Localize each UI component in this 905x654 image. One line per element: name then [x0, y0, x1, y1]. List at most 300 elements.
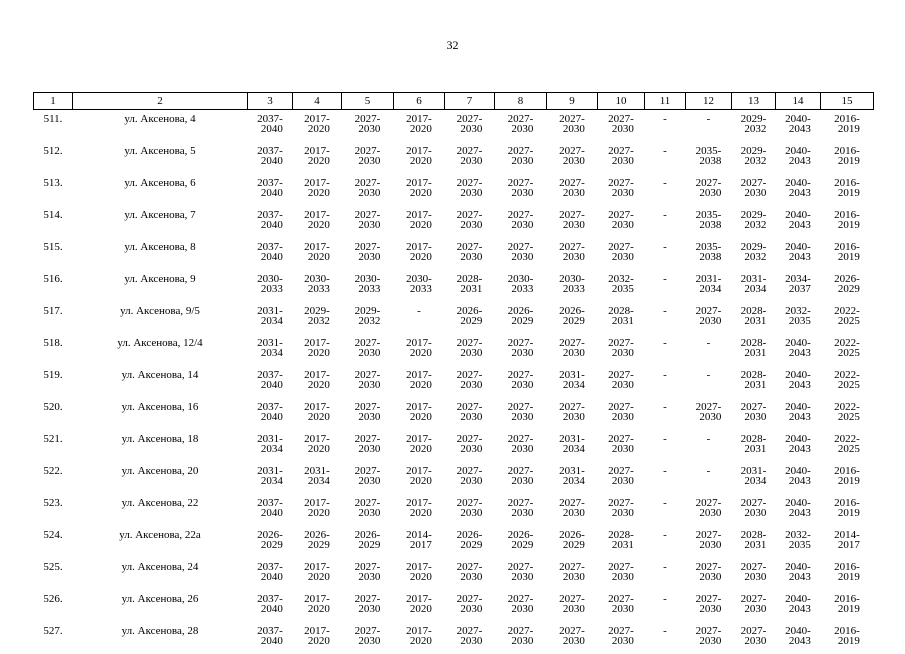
period-value: 2017- 2020	[304, 626, 330, 646]
period-value: 2027- 2030	[355, 402, 381, 422]
period-value: 2029- 2032	[741, 210, 767, 230]
period-value: 2027- 2030	[608, 594, 634, 614]
period-value: 2027- 2030	[355, 114, 381, 134]
period-cell	[445, 398, 495, 430]
period-cell	[547, 366, 598, 398]
period-value: 2027- 2030	[508, 562, 534, 582]
period-value: 2028- 2031	[741, 530, 767, 550]
period-value: 2027- 2030	[355, 466, 381, 486]
period-cell	[598, 334, 645, 366]
period-cell	[732, 462, 776, 494]
period-value: 2040- 2043	[785, 146, 811, 166]
period-cell	[821, 366, 874, 398]
period-cell	[686, 142, 732, 174]
period-value: 2031- 2034	[696, 274, 722, 294]
period-cell	[342, 206, 394, 238]
period-cell	[547, 494, 598, 526]
period-value: 2030- 2033	[508, 274, 534, 294]
column-header-15: 15	[821, 93, 874, 110]
period-cell	[394, 142, 445, 174]
period-cell	[821, 174, 874, 206]
period-cell	[445, 238, 495, 270]
period-value: 2014- 2017	[834, 530, 860, 550]
table-row	[34, 206, 874, 238]
period-cell	[821, 302, 874, 334]
period-cell	[547, 270, 598, 302]
period-value: 2029- 2032	[741, 146, 767, 166]
period-value: 2027- 2030	[608, 626, 634, 646]
period-value: 2037- 2040	[257, 370, 283, 390]
period-cell	[598, 206, 645, 238]
column-header-6: 6	[394, 93, 445, 110]
period-cell	[547, 398, 598, 430]
period-value: 2017- 2020	[406, 210, 432, 230]
period-cell	[342, 334, 394, 366]
period-value: 2028- 2031	[741, 434, 767, 454]
period-cell	[248, 430, 293, 462]
period-value: -	[663, 594, 667, 604]
address-cell: ул. Аксенова, 22	[73, 494, 248, 526]
table-row	[34, 334, 874, 366]
period-value: 2022- 2025	[834, 402, 860, 422]
period-cell	[645, 302, 686, 334]
period-value: 2029- 2032	[355, 306, 381, 326]
period-cell	[547, 206, 598, 238]
period-cell	[645, 366, 686, 398]
period-cell	[645, 622, 686, 654]
period-cell	[821, 494, 874, 526]
period-value: 2031- 2034	[559, 370, 585, 390]
period-cell	[293, 494, 342, 526]
period-cell	[776, 590, 821, 622]
period-cell	[342, 302, 394, 334]
period-value: 2022- 2025	[834, 370, 860, 390]
period-cell	[394, 238, 445, 270]
period-value: 2027- 2030	[559, 242, 585, 262]
period-value: 2027- 2030	[355, 210, 381, 230]
period-cell	[293, 590, 342, 622]
period-value: -	[663, 498, 667, 508]
table-row	[34, 430, 874, 462]
period-cell	[495, 302, 547, 334]
period-value: 2030- 2033	[355, 274, 381, 294]
period-value: 2027- 2030	[355, 434, 381, 454]
period-cell	[445, 622, 495, 654]
table-row	[34, 622, 874, 654]
period-cell	[495, 174, 547, 206]
period-cell	[821, 206, 874, 238]
period-value: 2027- 2030	[608, 434, 634, 454]
period-value: 2031- 2034	[741, 274, 767, 294]
period-cell	[821, 430, 874, 462]
period-cell	[598, 142, 645, 174]
period-cell	[686, 270, 732, 302]
period-cell	[293, 270, 342, 302]
period-cell	[342, 142, 394, 174]
period-cell	[686, 334, 732, 366]
period-cell	[394, 174, 445, 206]
period-value: 2017- 2020	[406, 594, 432, 614]
period-cell	[248, 526, 293, 558]
period-value: 2017- 2020	[304, 370, 330, 390]
period-value: -	[707, 434, 711, 444]
period-value: 2017- 2020	[304, 146, 330, 166]
period-value: 2027- 2030	[355, 370, 381, 390]
table-body	[34, 110, 874, 654]
address-cell: ул. Аксенова, 6	[73, 174, 248, 206]
period-value: 2027- 2030	[696, 178, 722, 198]
period-value: 2017- 2020	[304, 402, 330, 422]
period-cell	[776, 270, 821, 302]
row-number: 511.	[34, 110, 73, 143]
period-value: -	[663, 338, 667, 348]
period-value: 2027- 2030	[457, 402, 483, 422]
period-value: 2022- 2025	[834, 338, 860, 358]
period-value: 2026- 2029	[508, 306, 534, 326]
table-row	[34, 238, 874, 270]
period-cell	[821, 334, 874, 366]
period-cell	[547, 174, 598, 206]
period-cell	[495, 110, 547, 143]
period-value: -	[663, 562, 667, 572]
period-cell	[598, 622, 645, 654]
period-value: 2022- 2025	[834, 434, 860, 454]
period-value: 2027- 2030	[457, 146, 483, 166]
period-cell	[248, 334, 293, 366]
period-cell	[776, 430, 821, 462]
period-cell	[547, 302, 598, 334]
period-cell	[248, 270, 293, 302]
period-value: 2022- 2025	[834, 306, 860, 326]
period-value: -	[663, 274, 667, 284]
period-cell	[732, 238, 776, 270]
period-value: 2027- 2030	[608, 178, 634, 198]
period-value: 2031- 2034	[304, 466, 330, 486]
period-value: 2037- 2040	[257, 210, 283, 230]
row-number: 517.	[34, 302, 73, 334]
period-cell	[394, 270, 445, 302]
period-cell	[645, 430, 686, 462]
period-value: 2027- 2030	[696, 594, 722, 614]
period-value: 2037- 2040	[257, 178, 283, 198]
period-cell	[445, 142, 495, 174]
table-header	[34, 93, 874, 110]
table-row	[34, 462, 874, 494]
period-value: 2037- 2040	[257, 114, 283, 134]
period-value: 2029- 2032	[741, 114, 767, 134]
column-header-14: 14	[776, 93, 821, 110]
period-cell	[776, 334, 821, 366]
table-row	[34, 270, 874, 302]
period-value: 2030- 2033	[257, 274, 283, 294]
period-cell	[645, 206, 686, 238]
period-value: 2040- 2043	[785, 210, 811, 230]
period-value: 2040- 2043	[785, 370, 811, 390]
period-value: 2027- 2030	[741, 178, 767, 198]
period-value: 2027- 2030	[355, 338, 381, 358]
row-number: 518.	[34, 334, 73, 366]
period-cell	[645, 398, 686, 430]
period-value: -	[663, 530, 667, 540]
column-header-1: 1	[34, 93, 73, 110]
period-value: 2027- 2030	[608, 402, 634, 422]
period-cell	[686, 206, 732, 238]
period-value: 2027- 2030	[559, 114, 585, 134]
period-value: -	[663, 306, 667, 316]
period-cell	[776, 398, 821, 430]
period-cell	[686, 590, 732, 622]
period-value: 2027- 2030	[508, 594, 534, 614]
period-value: 2029- 2032	[741, 242, 767, 262]
period-value: 2037- 2040	[257, 562, 283, 582]
address-cell: ул. Аксенова, 9	[73, 270, 248, 302]
period-value: 2026- 2029	[834, 274, 860, 294]
period-cell	[495, 590, 547, 622]
period-cell	[598, 174, 645, 206]
period-value: 2035- 2038	[696, 242, 722, 262]
period-cell	[342, 174, 394, 206]
row-number: 521.	[34, 430, 73, 462]
period-value: 2027- 2030	[696, 306, 722, 326]
period-cell	[293, 526, 342, 558]
period-cell	[248, 622, 293, 654]
period-value: 2027- 2030	[355, 146, 381, 166]
period-value: -	[663, 626, 667, 636]
period-cell	[645, 462, 686, 494]
period-cell	[598, 302, 645, 334]
period-value: 2037- 2040	[257, 146, 283, 166]
address-cell: ул. Аксенова, 20	[73, 462, 248, 494]
period-value: 2017- 2020	[304, 210, 330, 230]
period-cell	[445, 558, 495, 590]
period-value: 2027- 2030	[508, 338, 534, 358]
row-number: 514.	[34, 206, 73, 238]
period-value: 2027- 2030	[355, 594, 381, 614]
period-cell	[732, 142, 776, 174]
period-cell	[732, 366, 776, 398]
period-cell	[342, 526, 394, 558]
period-value: 2040- 2043	[785, 242, 811, 262]
period-value: -	[663, 178, 667, 188]
period-value: 2027- 2030	[508, 242, 534, 262]
address-cell: ул. Аксенова, 9/5	[73, 302, 248, 334]
period-value: 2027- 2030	[559, 210, 585, 230]
period-cell	[732, 174, 776, 206]
period-cell	[495, 366, 547, 398]
period-cell	[821, 270, 874, 302]
table-row	[34, 142, 874, 174]
period-value: 2040- 2043	[785, 114, 811, 134]
period-cell	[686, 622, 732, 654]
period-cell	[547, 526, 598, 558]
period-value: 2027- 2030	[355, 242, 381, 262]
period-cell	[445, 302, 495, 334]
column-header-2: 2	[73, 93, 248, 110]
period-value: 2027- 2030	[457, 562, 483, 582]
period-value: 2016- 2019	[834, 114, 860, 134]
period-value: 2028- 2031	[741, 370, 767, 390]
period-value: 2027- 2030	[696, 498, 722, 518]
period-value: -	[663, 210, 667, 220]
period-cell	[732, 206, 776, 238]
period-cell	[342, 398, 394, 430]
period-value: 2027- 2030	[457, 178, 483, 198]
column-header-3: 3	[248, 93, 293, 110]
period-cell	[342, 270, 394, 302]
column-header-5: 5	[342, 93, 394, 110]
period-value: 2017- 2020	[406, 242, 432, 262]
period-value: 2026- 2029	[304, 530, 330, 550]
period-cell	[686, 558, 732, 590]
period-value: 2030- 2033	[304, 274, 330, 294]
period-cell	[342, 430, 394, 462]
address-cell: ул. Аксенова, 8	[73, 238, 248, 270]
period-value: 2028- 2031	[741, 306, 767, 326]
period-cell	[547, 462, 598, 494]
period-value: 2027- 2030	[559, 562, 585, 582]
table-row	[34, 302, 874, 334]
row-number: 524.	[34, 526, 73, 558]
period-value: 2017- 2020	[304, 594, 330, 614]
period-cell	[445, 590, 495, 622]
period-cell	[342, 110, 394, 143]
period-cell	[394, 590, 445, 622]
period-value: 2017- 2020	[304, 434, 330, 454]
period-value: 2027- 2030	[457, 466, 483, 486]
period-value: 2027- 2030	[608, 370, 634, 390]
period-cell	[394, 206, 445, 238]
period-value: 2027- 2030	[608, 498, 634, 518]
period-cell	[445, 462, 495, 494]
period-value: 2026- 2029	[457, 306, 483, 326]
period-cell	[445, 334, 495, 366]
period-cell	[248, 238, 293, 270]
period-cell	[821, 398, 874, 430]
period-cell	[342, 622, 394, 654]
period-value: 2031- 2034	[741, 466, 767, 486]
column-header-7: 7	[445, 93, 495, 110]
period-value: 2027- 2030	[508, 402, 534, 422]
period-cell	[394, 462, 445, 494]
period-cell	[342, 238, 394, 270]
period-value: 2026- 2029	[457, 530, 483, 550]
period-cell	[686, 366, 732, 398]
period-cell	[495, 206, 547, 238]
period-value: 2040- 2043	[785, 178, 811, 198]
period-cell	[248, 462, 293, 494]
period-value: 2027- 2030	[457, 626, 483, 646]
row-number: 522.	[34, 462, 73, 494]
period-value: 2032- 2035	[785, 306, 811, 326]
period-cell	[821, 462, 874, 494]
period-cell	[732, 110, 776, 143]
period-cell	[445, 430, 495, 462]
period-cell	[342, 462, 394, 494]
period-cell	[547, 430, 598, 462]
period-value: -	[707, 338, 711, 348]
period-cell	[445, 174, 495, 206]
period-value: 2027- 2030	[355, 626, 381, 646]
period-value: 2016- 2019	[834, 498, 860, 518]
period-value: -	[663, 434, 667, 444]
period-cell	[686, 526, 732, 558]
period-cell	[495, 398, 547, 430]
period-value: 2027- 2030	[559, 498, 585, 518]
column-header-8: 8	[495, 93, 547, 110]
period-cell	[686, 462, 732, 494]
column-header-12: 12	[686, 93, 732, 110]
row-number: 520.	[34, 398, 73, 430]
period-cell	[248, 110, 293, 143]
period-cell	[495, 334, 547, 366]
period-cell	[547, 590, 598, 622]
period-cell	[598, 110, 645, 143]
period-cell	[293, 430, 342, 462]
period-cell	[495, 494, 547, 526]
address-cell: ул. Аксенова, 16	[73, 398, 248, 430]
period-value: 2037- 2040	[257, 594, 283, 614]
period-value: -	[663, 370, 667, 380]
period-value: 2026- 2029	[257, 530, 283, 550]
address-cell: ул. Аксенова, 24	[73, 558, 248, 590]
period-value: 2031- 2034	[559, 466, 585, 486]
period-value: 2027- 2030	[508, 114, 534, 134]
period-cell	[598, 558, 645, 590]
period-value: 2017- 2020	[406, 434, 432, 454]
period-cell	[645, 590, 686, 622]
address-cell: ул. Аксенова, 4	[73, 110, 248, 143]
period-value: 2031- 2034	[257, 306, 283, 326]
period-value: 2026- 2029	[508, 530, 534, 550]
period-cell	[248, 206, 293, 238]
period-cell	[495, 142, 547, 174]
period-cell	[732, 398, 776, 430]
period-value: 2031- 2034	[559, 434, 585, 454]
period-cell	[598, 590, 645, 622]
period-cell	[445, 494, 495, 526]
period-value: 2017- 2020	[406, 146, 432, 166]
table-row	[34, 494, 874, 526]
period-value: 2040- 2043	[785, 562, 811, 582]
period-cell	[776, 462, 821, 494]
row-number: 515.	[34, 238, 73, 270]
period-cell	[732, 270, 776, 302]
period-value: -	[663, 242, 667, 252]
table-row	[34, 558, 874, 590]
column-header-4: 4	[293, 93, 342, 110]
period-value: 2027- 2030	[457, 242, 483, 262]
period-cell	[776, 110, 821, 143]
period-cell	[821, 558, 874, 590]
period-value: 2026- 2029	[355, 530, 381, 550]
period-value: 2027- 2030	[457, 434, 483, 454]
row-number: 523.	[34, 494, 73, 526]
period-value: 2027- 2030	[457, 498, 483, 518]
period-cell	[394, 558, 445, 590]
period-cell	[445, 270, 495, 302]
period-value: 2027- 2030	[696, 402, 722, 422]
period-value: 2027- 2030	[608, 242, 634, 262]
period-value: 2026- 2029	[559, 306, 585, 326]
period-value: 2027- 2030	[741, 498, 767, 518]
period-cell	[293, 462, 342, 494]
period-value: 2032- 2035	[785, 530, 811, 550]
period-value: 2017- 2020	[304, 498, 330, 518]
period-cell	[732, 430, 776, 462]
period-value: 2028- 2031	[457, 274, 483, 294]
period-value: 2027- 2030	[457, 370, 483, 390]
period-value: 2017- 2020	[406, 178, 432, 198]
